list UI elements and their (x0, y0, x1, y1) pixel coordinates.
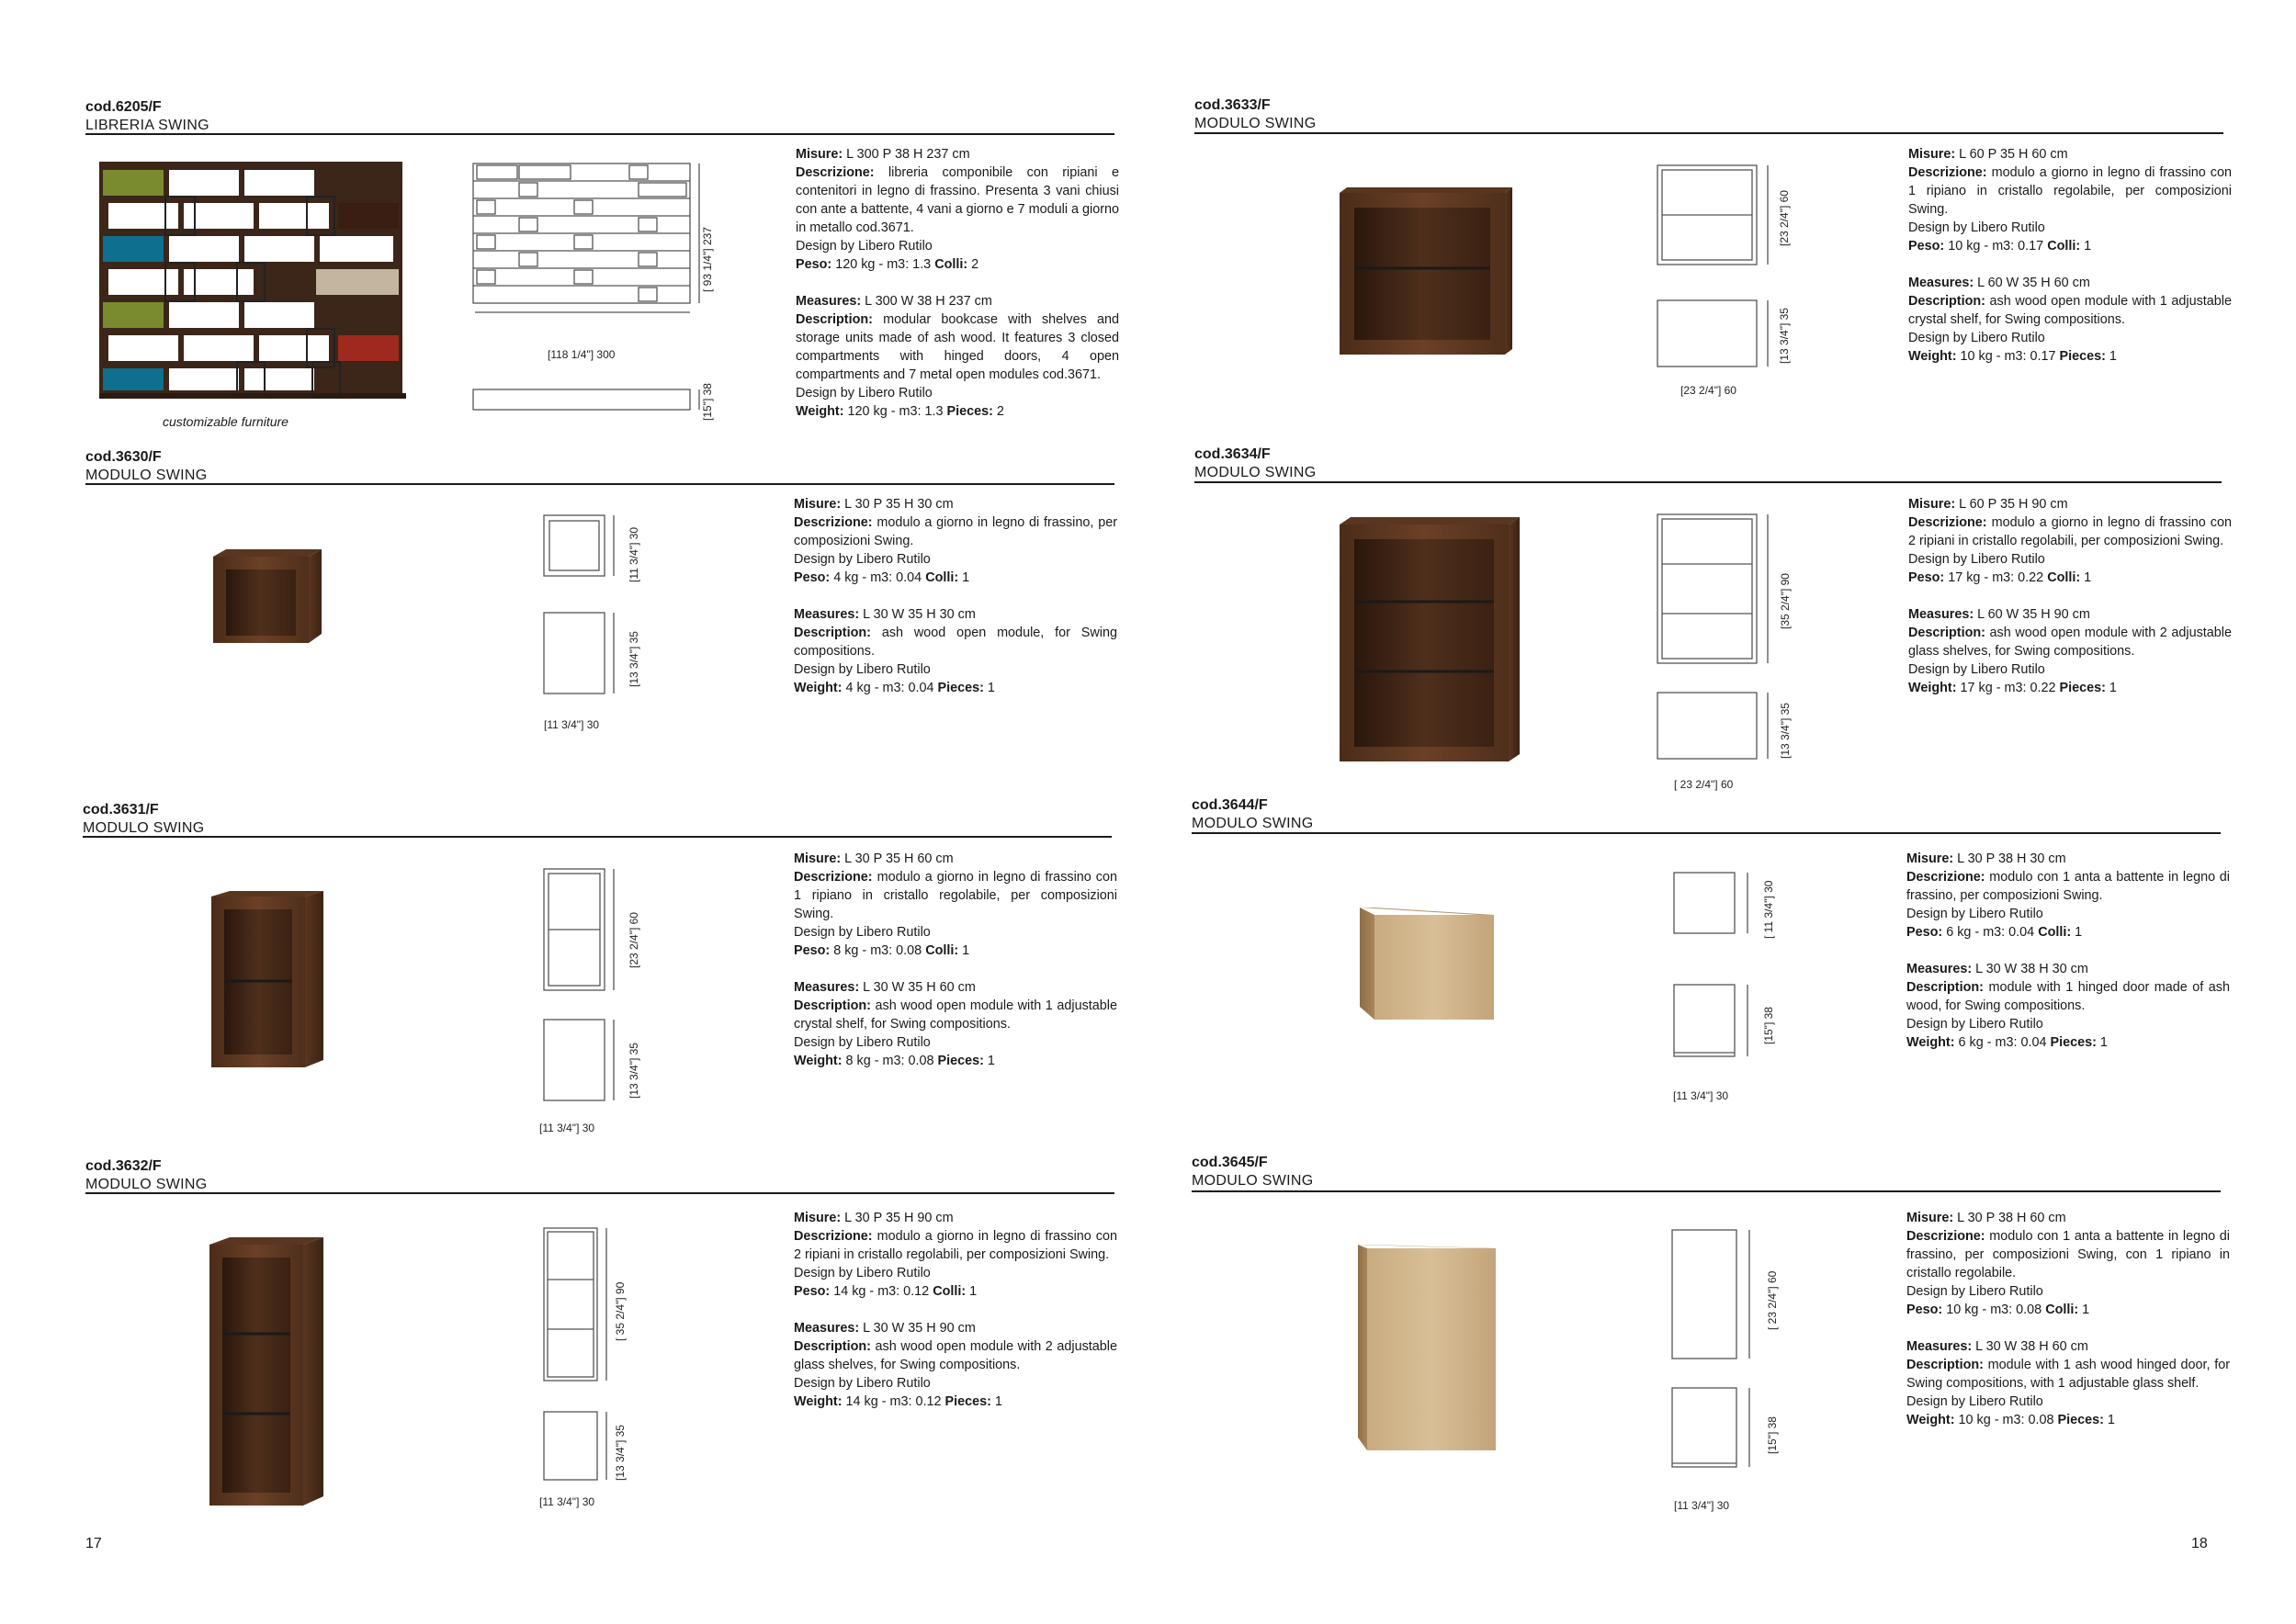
label: Colli: (925, 943, 959, 958)
label: Descrizione: (1908, 165, 1987, 180)
product-subtitle: MODULO SWING (85, 468, 208, 483)
value: 4 kg - m3: 0.04 (830, 570, 926, 585)
product-code: cod.3632/F (85, 1158, 162, 1174)
depth-dimension: [15"] 38 (1762, 1007, 1775, 1044)
value: 1 (983, 1054, 995, 1068)
value: 6 kg - m3: 0.04 (1942, 925, 2039, 940)
value: modular bookcase with shelves and storage units made of ash wood. It features 3 closed compartments with hinged doors, 4 open compartments and 7 metal open modules cod.3671. (796, 312, 1119, 382)
value: L 60 P 35 H 90 cm (1955, 497, 2068, 512)
product-subtitle: MODULO SWING (1192, 1173, 1314, 1189)
label: Pieces: (937, 1054, 984, 1068)
section-divider (1192, 832, 2221, 834)
product-code: cod.6205/F (85, 99, 162, 115)
value: modulo a giorno in legno di frassino, per composizioni Swing. (794, 515, 1117, 548)
designer: Design by Libero Rutilo (1908, 331, 2045, 345)
module-drawing (542, 515, 616, 699)
value: L 30 W 38 H 60 cm (1972, 1339, 2088, 1354)
value: 14 kg - m3: 0.12 (830, 1284, 933, 1299)
module-drawing (542, 1228, 616, 1485)
value: 6 kg - m3: 0.04 (1954, 1035, 2051, 1050)
module-drawing (1657, 165, 1777, 367)
label: Measures: (794, 607, 860, 622)
value: 10 kg - m3: 0.08 (1942, 1303, 2046, 1317)
label: Descrizione: (1906, 1229, 1985, 1244)
module-render (213, 549, 323, 646)
label: Measures: (1906, 1339, 1973, 1354)
value: L 300 W 38 H 237 cm (861, 294, 992, 309)
label: Peso: (794, 943, 831, 958)
bookcase-front-drawing (473, 164, 694, 347)
product-subtitle: MODULO SWING (1192, 816, 1314, 831)
label: Descrizione: (1908, 515, 1987, 530)
value: 2 (967, 257, 979, 272)
value: ash wood open module with 1 adjustable crystal shelf, for Swing compositions. (794, 998, 1117, 1032)
label: Descrizione: (796, 165, 875, 180)
value: 1 (990, 1394, 1002, 1409)
value: 1 (2096, 1035, 2108, 1050)
designer: Design by Libero Rutilo (1906, 1017, 2043, 1032)
label: Descrizione: (794, 870, 873, 885)
value: ash wood open module with 1 adjustable crystal shelf, for Swing compositions. (1908, 294, 2232, 327)
height-dimension: [ 23 2/4"] 60 (1766, 1270, 1779, 1330)
label: Weight: (794, 1054, 843, 1068)
value: 1 (966, 1284, 978, 1299)
label: Descrizione: (794, 515, 873, 530)
value: L 30 W 38 H 30 cm (1972, 962, 2088, 976)
depth-dimension: [13 3/4"] 35 (1778, 308, 1791, 364)
value: libreria componibile con ripiani e contenitori in legno di frassino. Presenta 3 vani chiusi con ante a battente, 4 vani a giorno e 7 moduli a giorno in metallo cod.3671. (796, 165, 1120, 235)
height-dimension: [11 3/4"] 30 (628, 526, 640, 582)
value: 10 kg - m3: 0.17 (1944, 239, 2048, 254)
module-drawing (1657, 514, 1777, 762)
label: Weight: (796, 404, 844, 419)
product-description (1908, 495, 2232, 697)
section-divider (1194, 132, 2223, 134)
label: Peso: (1908, 239, 1945, 254)
label: Colli: (934, 257, 968, 272)
label: Colli: (2038, 925, 2072, 940)
label: Weight: (1906, 1035, 1955, 1050)
value: 14 kg - m3: 0.12 (842, 1394, 945, 1409)
designer: Design by Libero Rutilo (796, 386, 933, 400)
product-code: cod.3631/F (83, 802, 159, 818)
label: Measures: (1906, 962, 1973, 976)
section-divider (1194, 481, 2222, 483)
designer: Design by Libero Rutilo (1908, 220, 2045, 235)
depth-dimension: [13 3/4"] 35 (1779, 703, 1792, 759)
height-dimension: [23 2/4"] 60 (1778, 190, 1791, 246)
value: ash wood open module, for Swing compositions. (794, 626, 1117, 659)
label: Pieces: (937, 681, 984, 695)
label: Peso: (794, 570, 831, 585)
designer: Design by Libero Rutilo (1908, 552, 2045, 567)
label: Description: (794, 998, 871, 1013)
label: Pieces: (944, 1394, 991, 1409)
label: Misure: (1908, 147, 1956, 162)
depth-dimension: [15"] 38 (701, 383, 714, 421)
value: 8 kg - m3: 0.08 (842, 1054, 938, 1068)
value: 1 (983, 681, 995, 695)
value: L 30 W 35 H 90 cm (859, 1321, 976, 1336)
module-render (1360, 908, 1496, 1021)
designer: Design by Libero Rutilo (1908, 662, 2045, 677)
value: modulo a giorno in legno di frassino con 1 ripiano in cristallo regolabile, per composizioni Swing. (794, 870, 1117, 921)
product-code: cod.3645/F (1192, 1155, 1268, 1170)
product-description (1906, 850, 2230, 1052)
value: 1 (2080, 239, 2092, 254)
module-drawing (542, 869, 616, 1100)
value: 2 (992, 404, 1004, 419)
label: Descrizione: (1906, 870, 1985, 885)
width-dimension: [ 23 2/4"] 60 (1674, 778, 1734, 791)
value: 1 (2080, 570, 2092, 585)
module-render (211, 891, 325, 1071)
label: Misure: (794, 497, 842, 512)
value: modulo con 1 anta a battente in legno di frassino, per composizioni Swing. (1906, 870, 2230, 903)
width-dimension: [118 1/4"] 300 (548, 348, 616, 361)
bookcase-render (99, 162, 407, 406)
label: Pieces: (2059, 681, 2106, 695)
value: module with 1 ash wood hinged door, for Swing compositions, with 1 adjustable glass shelf. (1906, 1358, 2230, 1391)
value: 1 (958, 943, 970, 958)
module-drawing (1674, 873, 1757, 1066)
label: Pieces: (2059, 349, 2106, 364)
value: L 30 W 35 H 60 cm (859, 980, 976, 995)
width-dimension: [11 3/4"] 30 (544, 718, 600, 731)
label: Colli: (933, 1284, 967, 1299)
label: Weight: (1906, 1413, 1955, 1427)
label: Description: (1906, 980, 1984, 995)
value: 4 kg - m3: 0.04 (842, 681, 938, 695)
label: Description: (796, 312, 873, 327)
label: Pieces: (2057, 1413, 2104, 1427)
height-dimension: [23 2/4"] 60 (628, 912, 640, 968)
value: 1 (958, 570, 970, 585)
product-description (794, 850, 1117, 1070)
designer: Design by Libero Rutilo (1906, 1284, 2043, 1299)
label: Weight: (794, 681, 843, 695)
width-dimension: [23 2/4"] 60 (1680, 384, 1736, 397)
value: L 300 P 38 H 237 cm (843, 147, 970, 162)
page-number-right: 18 (2191, 1536, 2208, 1551)
value: 10 kg - m3: 0.17 (1956, 349, 2060, 364)
product-code: cod.3644/F (1192, 797, 1268, 813)
label: Misure: (1906, 851, 1954, 866)
value: 8 kg - m3: 0.08 (830, 943, 926, 958)
label: Weight: (794, 1394, 843, 1409)
designer: Design by Libero Rutilo (1906, 1394, 2043, 1409)
label: Weight: (1908, 349, 1957, 364)
section-divider (85, 483, 1114, 485)
designer: Design by Libero Rutilo (794, 1376, 931, 1391)
module-render (1340, 517, 1523, 765)
value: 17 kg - m3: 0.22 (1956, 681, 2060, 695)
value: 17 kg - m3: 0.22 (1944, 570, 2048, 585)
label: Colli: (2047, 239, 2081, 254)
label: Misure: (1906, 1211, 1954, 1225)
label: Description: (794, 626, 871, 640)
section-divider (83, 836, 1112, 838)
label: Misure: (796, 147, 843, 162)
value: L 60 W 35 H 90 cm (1974, 607, 2090, 622)
depth-dimension: [15"] 38 (1766, 1416, 1779, 1454)
label: Description: (794, 1339, 871, 1354)
height-dimension: [ 35 2/4"] 90 (614, 1281, 627, 1341)
designer: Design by Libero Rutilo (794, 925, 931, 940)
section-divider (1192, 1190, 2221, 1192)
height-dimension: [35 2/4"] 90 (1779, 573, 1792, 629)
label: Description: (1908, 626, 1985, 640)
width-dimension: [11 3/4"] 30 (1673, 1089, 1729, 1102)
module-render (1358, 1245, 1498, 1452)
product-subtitle: MODULO SWING (83, 820, 205, 836)
product-description (1908, 145, 2232, 366)
value: L 30 P 35 H 90 cm (841, 1211, 954, 1225)
designer: Design by Libero Rutilo (794, 1035, 931, 1050)
value: L 60 W 35 H 60 cm (1974, 276, 2090, 290)
label: Measures: (796, 294, 862, 309)
depth-dimension: [13 3/4"] 35 (628, 1043, 640, 1099)
label: Measures: (794, 980, 860, 995)
value: 1 (2103, 1413, 2115, 1427)
width-dimension: [11 3/4"] 30 (539, 1122, 595, 1134)
label: Colli: (2045, 1303, 2079, 1317)
label: Description: (1906, 1358, 1984, 1372)
width-dimension: [11 3/4"] 30 (1674, 1499, 1730, 1512)
value: L 30 P 38 H 30 cm (1953, 851, 2066, 866)
value: modulo a giorno in legno di frassino con 1 ripiano in cristallo regolabile, per composizioni Swing. (1908, 165, 2232, 217)
label: Measures: (1908, 276, 1974, 290)
section-divider (85, 133, 1114, 135)
product-description (796, 145, 1119, 421)
value: 1 (2071, 925, 2083, 940)
value: 120 kg - m3: 1.3 (843, 404, 947, 419)
value: L 30 W 35 H 30 cm (859, 607, 976, 622)
value: 120 kg - m3: 1.3 (831, 257, 935, 272)
value: modulo a giorno in legno di frassino con 2 ripiani in cristallo regolabili, per composizioni Swing. (794, 1229, 1117, 1262)
label: Misure: (794, 1211, 842, 1225)
value: L 60 P 35 H 60 cm (1955, 147, 2068, 162)
label: Description: (1908, 294, 1985, 309)
module-drawing (1672, 1230, 1757, 1478)
label: Pieces: (2050, 1035, 2097, 1050)
value: L 30 P 35 H 30 cm (841, 497, 954, 512)
module-render (1340, 187, 1514, 358)
section-divider (85, 1192, 1114, 1194)
value: L 30 P 35 H 60 cm (841, 851, 954, 866)
product-code: cod.3633/F (1194, 97, 1271, 113)
width-dimension: [11 3/4"] 30 (539, 1495, 595, 1508)
image-caption: customizable furniture (163, 414, 288, 429)
designer: Design by Libero Rutilo (794, 552, 931, 567)
value: module with 1 hinged door made of ash wood, for Swing compositions. (1906, 980, 2230, 1013)
value: 1 (2105, 681, 2117, 695)
product-code: cod.3630/F (85, 449, 162, 465)
page-number-left: 17 (85, 1536, 102, 1551)
value: L 30 P 38 H 60 cm (1953, 1211, 2066, 1225)
label: Misure: (794, 851, 842, 866)
value: modulo a giorno in legno di frassino con 2 ripiani in cristallo regolabili, per composizioni Swing. (1908, 515, 2232, 548)
label: Measures: (794, 1321, 860, 1336)
product-subtitle: MODULO SWING (85, 1177, 208, 1192)
designer: Design by Libero Rutilo (794, 1266, 931, 1280)
value: 1 (2105, 349, 2117, 364)
value: modulo con 1 anta a battente in legno di frassino, per composizioni Swing, con 1 ripiano in cristallo regolabile. (1906, 1229, 2230, 1280)
label: Colli: (925, 570, 959, 585)
label: Peso: (794, 1284, 831, 1299)
bookcase-top-drawing (473, 389, 694, 417)
product-subtitle: MODULO SWING (1194, 116, 1317, 131)
label: Peso: (796, 257, 832, 272)
product-description (1906, 1209, 2230, 1429)
value: ash wood open module with 2 adjustable glass shelves, for Swing compositions. (1908, 626, 2232, 659)
label: Peso: (1906, 925, 1943, 940)
product-description (794, 1209, 1117, 1411)
product-subtitle: LIBRERIA SWING (85, 118, 209, 133)
product-subtitle: MODULO SWING (1194, 465, 1317, 480)
value: ash wood open module with 2 adjustable glass shelves, for Swing compositions. (794, 1339, 1117, 1372)
depth-dimension: [13 3/4"] 35 (628, 631, 640, 687)
height-dimension: [ 93 1/4"] 237 (701, 227, 714, 292)
product-description (794, 495, 1117, 697)
designer: Design by Libero Rutilo (794, 662, 931, 677)
product-code: cod.3634/F (1194, 446, 1271, 462)
height-dimension: [ 11 3/4"] 30 (1762, 880, 1775, 939)
designer: Design by Libero Rutilo (1906, 907, 2043, 921)
value: 1 (2078, 1303, 2090, 1317)
label: Colli: (2047, 570, 2081, 585)
label: Descrizione: (794, 1229, 873, 1244)
designer: Design by Libero Rutilo (796, 239, 933, 254)
depth-dimension: [13 3/4"] 35 (614, 1425, 627, 1481)
module-render (209, 1237, 325, 1509)
label: Peso: (1906, 1303, 1943, 1317)
label: Pieces: (946, 404, 993, 419)
label: Peso: (1908, 570, 1945, 585)
value: 10 kg - m3: 0.08 (1954, 1413, 2058, 1427)
label: Measures: (1908, 607, 1974, 622)
label: Weight: (1908, 681, 1957, 695)
label: Misure: (1908, 497, 1956, 512)
